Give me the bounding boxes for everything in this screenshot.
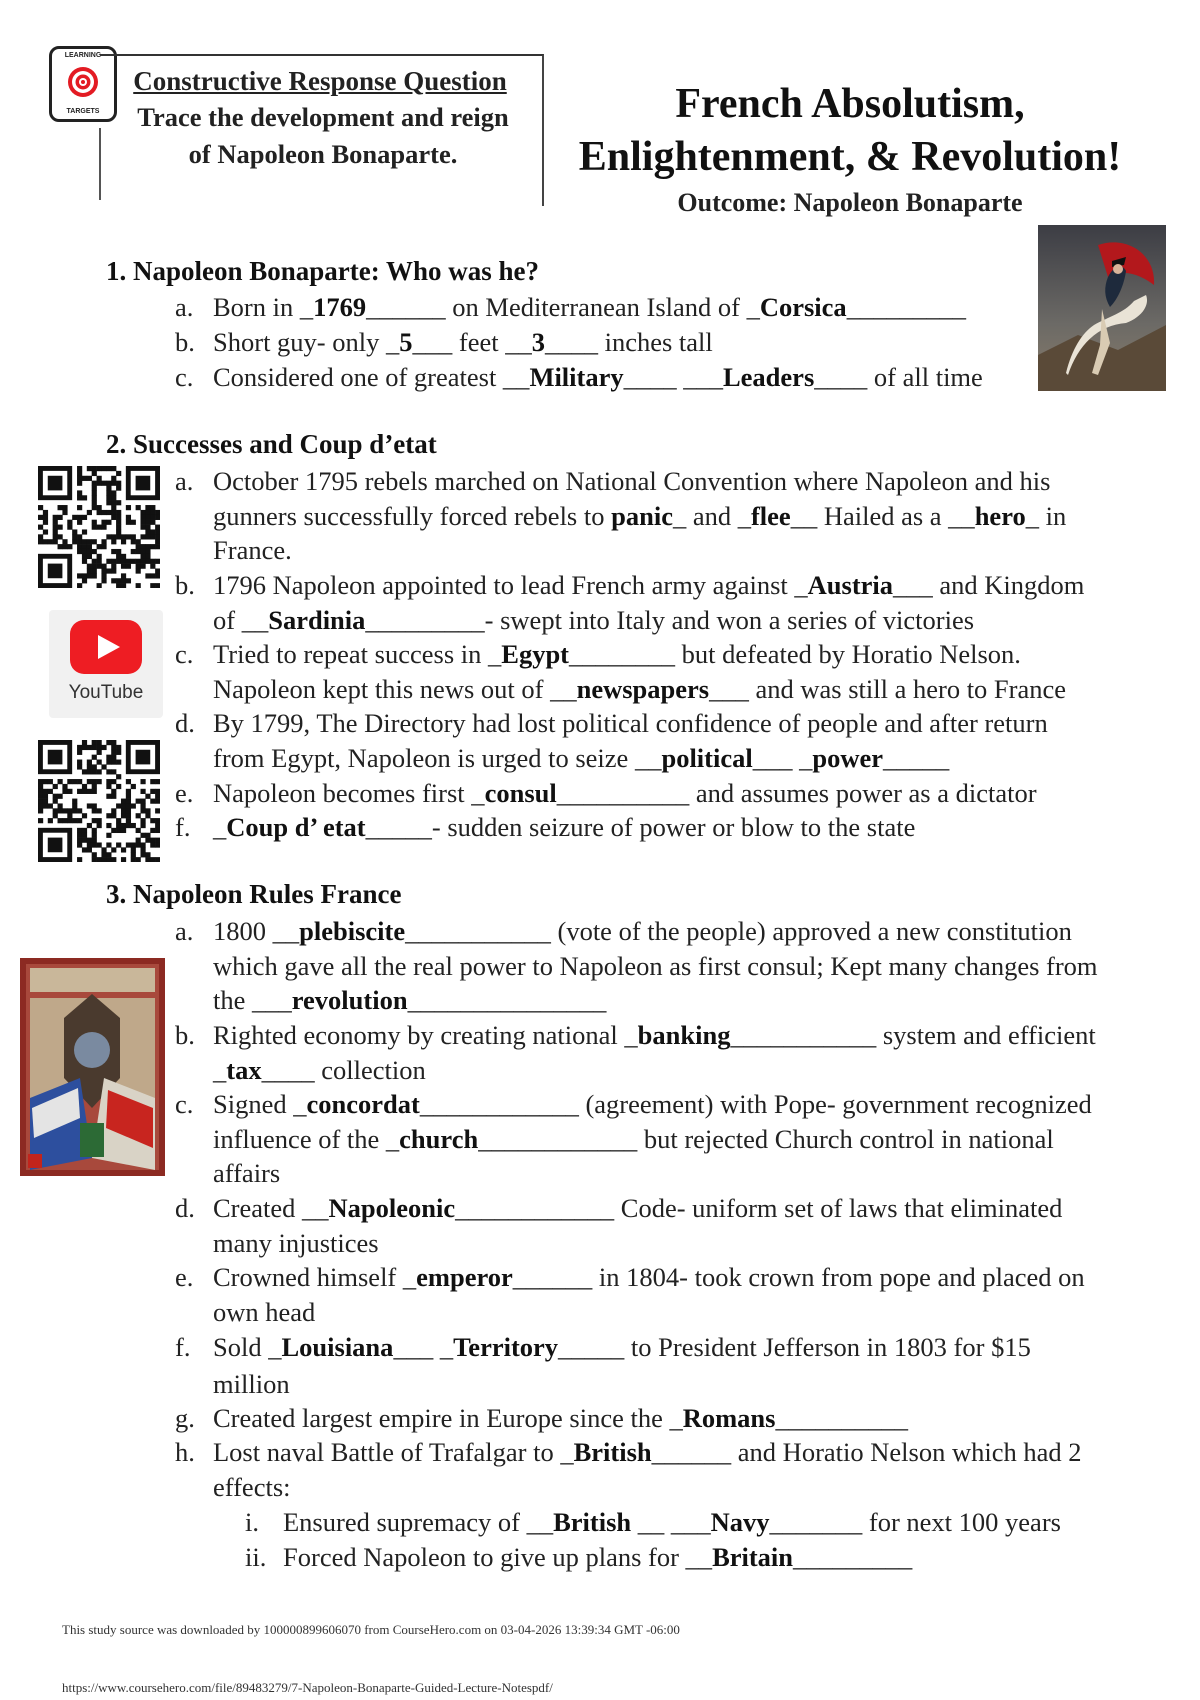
answer-field[interactable]: Territory (453, 1332, 559, 1362)
list-item-3h-i: i. Ensured supremacy of __British __ ___Navy_______ for next 100 years (245, 1507, 1061, 1537)
target-icon (66, 65, 100, 99)
list-item-2a-line2: gunners successfully forced rebels to panic_ and _flee__ Hailed as a __hero_ in (213, 501, 1067, 531)
answer-field[interactable]: 5 (399, 327, 413, 357)
youtube-play-icon (69, 619, 143, 675)
list-item-2a: a. October 1795 rebels marched on National Convention where Napoleon and his (175, 466, 1051, 496)
answer-field[interactable]: Coup d’ etat (226, 812, 366, 842)
list-item-3c: c. Signed _concordat____________ (agreement) with Pope- government recognized (175, 1089, 1092, 1119)
answer-field[interactable]: British (573, 1437, 652, 1467)
outcome-subtitle: Outcome: Napoleon Bonaparte (677, 188, 1023, 217)
answer-field[interactable]: 3 (531, 327, 545, 357)
page-title-line2: Enlightenment, & Revolution! (578, 134, 1122, 180)
list-item-1b: b. Short guy- only _5___ feet __3____ inches tall (175, 327, 713, 357)
answer-field[interactable]: Britain (712, 1542, 794, 1572)
answer-field[interactable]: panic (611, 501, 673, 531)
list-item-3a: a. 1800 __plebiscite___________ (vote of the people) approved a new constitution (175, 916, 1072, 946)
list-item-3e-line2: own head (213, 1297, 316, 1327)
answer-field[interactable]: political (661, 743, 753, 773)
answer-field[interactable]: Romans (682, 1403, 776, 1433)
list-item-1c: c. Considered one of greatest __Military____ ___Leaders____ of all time (175, 362, 983, 392)
list-item-3h-line2: effects: (213, 1472, 291, 1502)
answer-field[interactable]: tax (226, 1055, 262, 1085)
list-item-3c-line2: influence of the _church____________ but rejected Church control in national (213, 1124, 1054, 1154)
section-1-heading: 1. Napoleon Bonaparte: Who was he? (106, 256, 540, 286)
list-item-2c-line2: Napoleon kept this news out of __newspapers___ and was still a hero to France (213, 674, 1067, 704)
badge-bottom-text: TARGETS (66, 108, 100, 115)
list-item-2f: f. _Coup d’ etat_____- sudden seizure of power or blow to the state (175, 812, 916, 842)
answer-field[interactable]: hero (974, 501, 1026, 531)
answer-field[interactable]: Austria (807, 570, 894, 600)
qr-code-2[interactable] (38, 740, 160, 862)
list-item-3b: b. Righted economy by creating national _banking___________ system and efficient (175, 1020, 1096, 1050)
youtube-logo[interactable] (49, 610, 163, 718)
answer-field[interactable]: Egypt (501, 639, 570, 669)
answer-field[interactable]: emperor (416, 1262, 513, 1292)
section-3-heading: 3. Napoleon Rules France (106, 879, 402, 909)
answer-field[interactable]: newspapers (576, 674, 710, 704)
answer-field[interactable]: Louisiana (281, 1332, 394, 1362)
qr-code-1[interactable] (38, 466, 160, 588)
list-item-3h: h. Lost naval Battle of Trafalgar to _British______ and Horatio Nelson which had 2 (175, 1437, 1082, 1467)
list-item-2d-line2: from Egypt, Napoleon is urged to seize __political___ _power_____ (213, 743, 950, 773)
list-item-2e: e. Napoleon becomes first _consul__________ and assumes power as a dictator (175, 778, 1037, 808)
list-item-3c-line3: affairs (213, 1158, 281, 1188)
answer-field[interactable]: Sardinia (268, 605, 366, 635)
list-item-2a-line3: France. (213, 535, 292, 565)
constructive-box-left-rule (99, 128, 101, 200)
answer-field[interactable]: Leaders (723, 362, 815, 392)
answer-field[interactable]: Navy (710, 1507, 770, 1537)
list-item-3d: d. Created __Napoleonic____________ Code- uniform set of laws that eliminated (175, 1193, 1063, 1223)
answer-field[interactable]: plebiscite (299, 916, 406, 946)
list-item-3b-line2: _tax____ collection (213, 1055, 426, 1085)
answer-field[interactable]: flee (750, 501, 791, 531)
badge-top-text: LEARNING (64, 52, 102, 59)
answer-field[interactable]: Military (529, 362, 624, 392)
youtube-label: YouTube (68, 682, 144, 703)
page-title-line1: French Absolutism, (675, 81, 1025, 127)
answer-field[interactable]: revolution (291, 985, 408, 1015)
napoleon-portrait-image (1038, 225, 1166, 391)
napoleonic-wars-book-cover (20, 958, 165, 1176)
list-item-2d: d. By 1799, The Directory had lost political confidence of people and after return (175, 708, 1048, 738)
constructive-question-line1: Trace the development and reign (137, 102, 509, 132)
download-notice: This study source was downloaded by 100000899606070 from CourseHero.com on 03-04-2026 13:39:34 GMT -06:00 (62, 1622, 680, 1637)
list-item-3f-line2: million (213, 1369, 290, 1399)
answer-field[interactable]: Napoleonic (328, 1193, 456, 1223)
answer-field[interactable]: power (812, 743, 884, 773)
answer-field[interactable]: consul (484, 778, 557, 808)
answer-field[interactable]: British (553, 1507, 632, 1537)
answer-field[interactable]: 1769 (313, 292, 367, 322)
list-item-3a-line2: which gave all the real power to Napoleon as first consul; Kept many changes from (213, 951, 1098, 981)
section-2-heading: 2. Successes and Coup d’etat (106, 429, 437, 459)
list-item-3g: g. Created largest empire in Europe since the _Romans__________ (175, 1403, 908, 1433)
list-item-3a-line3: the ___revolution_______________ (213, 985, 607, 1015)
constructive-question-line2: of Napoleon Bonaparte. (188, 139, 458, 169)
list-item-2b: b. 1796 Napoleon appointed to lead French army against _Austria___ and Kingdom (175, 570, 1085, 600)
constructive-title: Constructive Response Question (133, 66, 507, 96)
source-url-link[interactable]: https://www.coursehero.com/file/89483279/7-Napoleon-Bonaparte-Guided-Lecture-Notespdf/ (62, 1680, 553, 1695)
answer-field[interactable]: concordat (306, 1089, 420, 1119)
list-item-1a: a. Born in _1769______ on Mediterranean Island of _Corsica_________ (175, 292, 966, 322)
list-item-2c: c. Tried to repeat success in _Egypt________ but defeated by Horatio Nelson. (175, 639, 1021, 669)
list-item-3h-ii: ii. Forced Napoleon to give up plans for __Britain_________ (245, 1542, 913, 1572)
answer-field[interactable]: church (399, 1124, 479, 1154)
list-item-3f: f. Sold _Louisiana___ _Territory_____ to President Jefferson in 1803 for $15 (175, 1332, 1031, 1362)
answer-field[interactable]: Corsica (759, 292, 847, 322)
answer-field[interactable]: banking (637, 1020, 731, 1050)
list-item-2b-line2: of __Sardinia_________- swept into Italy and won a series of victories (213, 605, 975, 635)
list-item-3d-line2: many injustices (213, 1228, 379, 1258)
list-item-3e: e. Crowned himself _emperor______ in 1804- took crown from pope and placed on (175, 1262, 1085, 1292)
